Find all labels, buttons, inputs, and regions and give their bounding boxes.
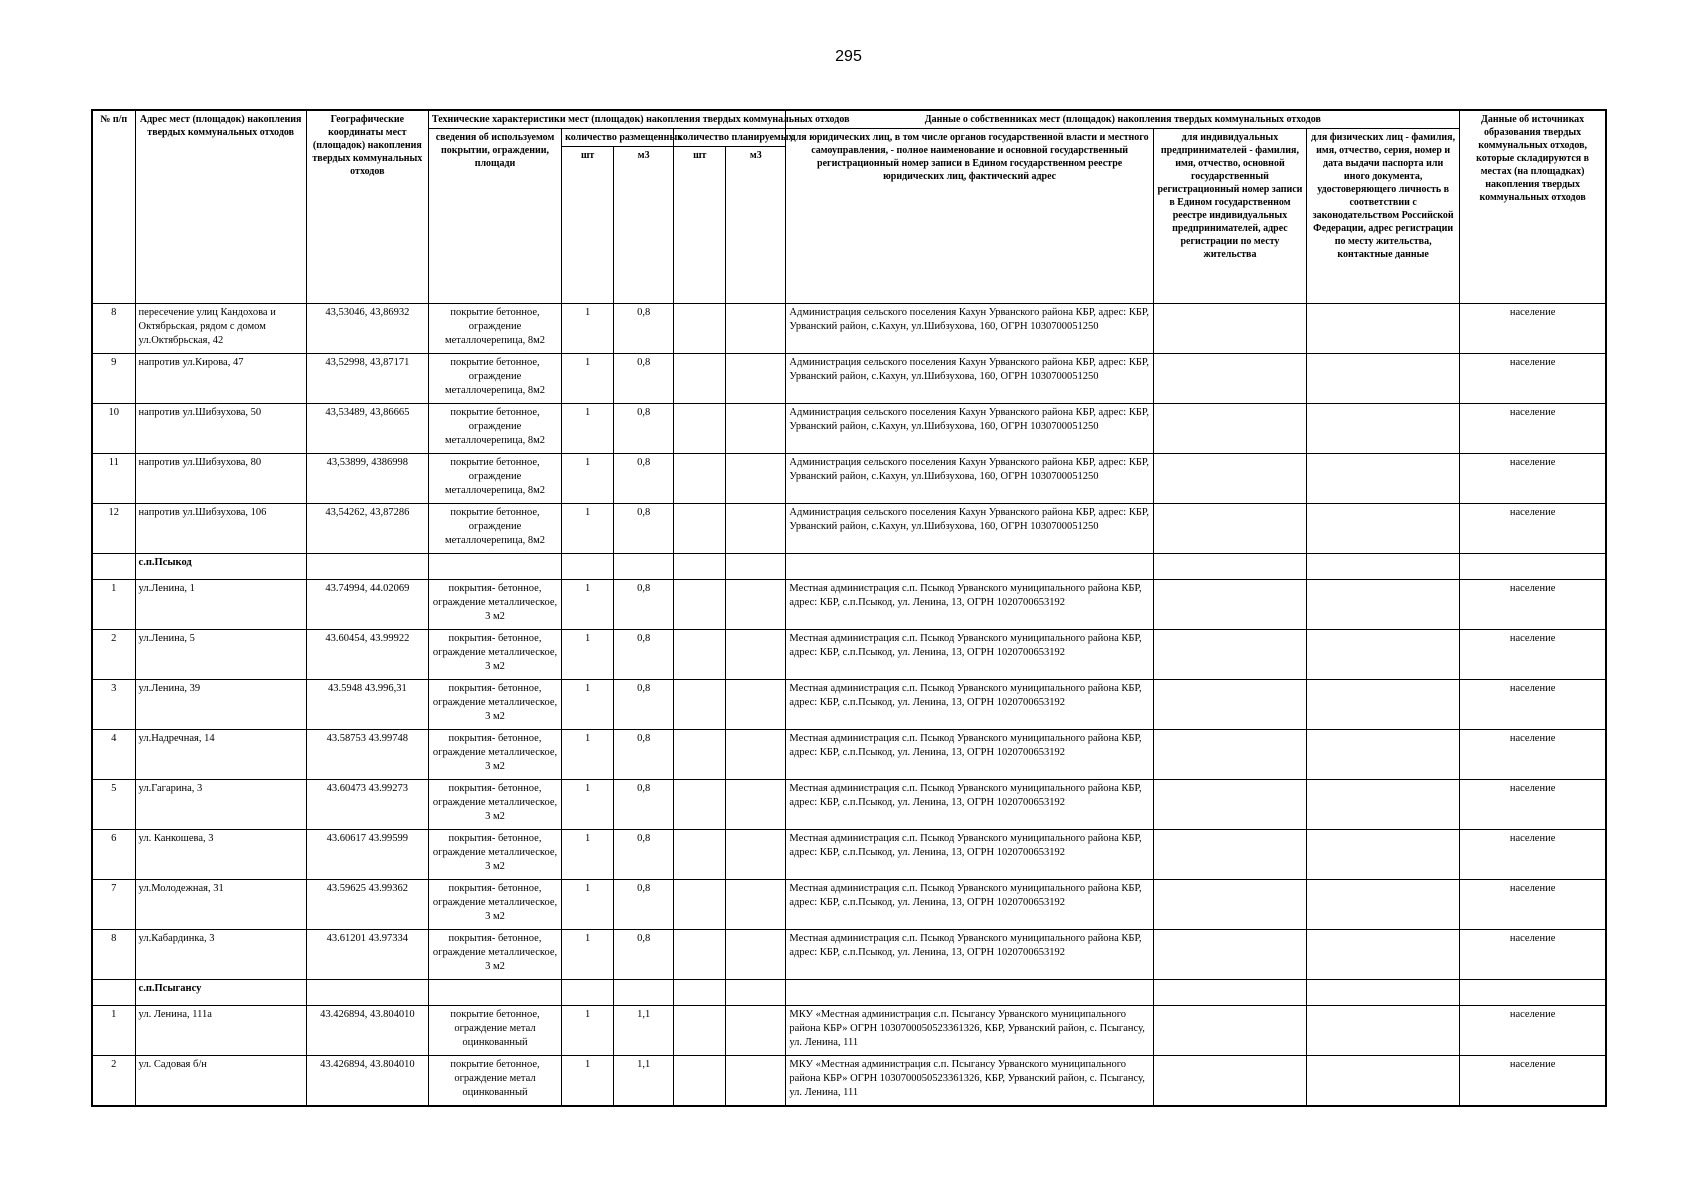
header-qty-placed: количество размещенных bbox=[562, 129, 674, 147]
cell-ie bbox=[1153, 304, 1306, 354]
header-legal: для юридических лиц, в том числе органов государственной власти и местного самоуправления, - полное наименование и основной государственный регистрационный номер записи в Едином государственном реестре юридических лиц, фактический адрес bbox=[786, 129, 1153, 304]
cell-pcs: 1 bbox=[562, 1006, 614, 1056]
cell-individual bbox=[1307, 454, 1460, 504]
cell-num: 9 bbox=[92, 354, 135, 404]
header-owners: Данные о собственниках мест (площадок) накопления твердых коммунальных отходов bbox=[786, 110, 1460, 129]
cell-coords: 43.60617 43.99599 bbox=[306, 830, 428, 880]
cell-address: ул.Ленина, 5 bbox=[135, 630, 306, 680]
header-ie: для индивидуальных предпринимателей - фамилия, имя, отчество, основной государственный регистрационный номер записи в Едином государственном реестре индивидуальных предпринимателей, адрес регистрации по месту жительства bbox=[1153, 129, 1306, 304]
cell-individual bbox=[1307, 354, 1460, 404]
cell-surface: покрытия- бетонное, ограждение металлическое, 3 м2 bbox=[428, 580, 561, 630]
cell-address: напротив ул.Кирова, 47 bbox=[135, 354, 306, 404]
cell-num: 5 bbox=[92, 780, 135, 830]
section-row bbox=[92, 554, 1606, 580]
cell-individual bbox=[1307, 830, 1460, 880]
cell-address: ул. Ленина, 111а bbox=[135, 1006, 306, 1056]
cell-m3: 1,1 bbox=[614, 1056, 674, 1107]
table-row bbox=[92, 1006, 1606, 1056]
cell-ie bbox=[1153, 730, 1306, 780]
section-row bbox=[92, 980, 1606, 1006]
cell-coords: 43,53489, 43,86665 bbox=[306, 404, 428, 454]
cell-coords: 43,53046, 43,86932 bbox=[306, 304, 428, 354]
cell-source: население bbox=[1460, 730, 1606, 780]
cell-ie bbox=[1153, 930, 1306, 980]
cell-individual bbox=[1307, 630, 1460, 680]
cell-address: ул. Канкошева, 3 bbox=[135, 830, 306, 880]
cell-surface: покрытие бетонное, ограждение металлочерепица, 8м2 bbox=[428, 404, 561, 454]
cell-coords: 43.426894, 43.804010 bbox=[306, 1006, 428, 1056]
cell-coords: 43.426894, 43.804010 bbox=[306, 1056, 428, 1107]
cell-m3: 0,8 bbox=[614, 730, 674, 780]
cell-individual bbox=[1307, 730, 1460, 780]
cell-planned-m3 bbox=[726, 630, 786, 680]
cell-coords: 43.60473 43.99273 bbox=[306, 780, 428, 830]
cell-planned-m3 bbox=[726, 1006, 786, 1056]
header-m3: м3 bbox=[614, 147, 674, 304]
cell-num: 7 bbox=[92, 880, 135, 930]
header-individual: для физических лиц - фамилия, имя, отчество, серия, номер и дата выдачи паспорта или иного документа, удостоверяющего личность в соответствии с законодательством Российской Федерации, адрес регистрации по месту жительства, контактные данные bbox=[1307, 129, 1460, 304]
cell-individual bbox=[1307, 1006, 1460, 1056]
cell-planned-pcs bbox=[674, 454, 726, 504]
table-row bbox=[92, 880, 1606, 930]
header-pcs: шт bbox=[562, 147, 614, 304]
cell-coords: 43.74994, 44.02069 bbox=[306, 580, 428, 630]
cell-ie bbox=[1153, 780, 1306, 830]
cell-num: 2 bbox=[92, 1056, 135, 1107]
cell-pcs: 1 bbox=[562, 780, 614, 830]
table-row bbox=[92, 680, 1606, 730]
cell-num: 3 bbox=[92, 680, 135, 730]
cell-ie bbox=[1153, 454, 1306, 504]
header-tech: Технические характеристики мест (площадок) накопления твердых коммунальных отходов bbox=[428, 110, 785, 129]
table-row bbox=[92, 1056, 1606, 1107]
cell-coords: 43.60454, 43.99922 bbox=[306, 630, 428, 680]
cell-owner: Местная администрация с.п. Псыкод Урванского муниципального района КБР, адрес: КБР, с.п.Псыкод, ул. Ленина, 13, ОГРН 1020700653192 bbox=[786, 830, 1153, 880]
cell-planned-m3 bbox=[726, 1056, 786, 1107]
cell-planned-m3 bbox=[726, 404, 786, 454]
cell-pcs: 1 bbox=[562, 404, 614, 454]
cell-m3: 0,8 bbox=[614, 930, 674, 980]
cell-ie bbox=[1153, 1006, 1306, 1056]
cell-ie bbox=[1153, 880, 1306, 930]
cell-num: 4 bbox=[92, 730, 135, 780]
table-header bbox=[92, 110, 1606, 304]
table-row bbox=[92, 630, 1606, 680]
cell-planned-m3 bbox=[726, 780, 786, 830]
cell-m3: 1,1 bbox=[614, 1006, 674, 1056]
header-qty-planned: количество планируемых bbox=[674, 129, 786, 147]
cell-owner: Местная администрация с.п. Псыкод Урванского муниципального района КБР, адрес: КБР, с.п.Псыкод, ул. Ленина, 13, ОГРН 1020700653192 bbox=[786, 630, 1153, 680]
cell-planned-pcs bbox=[674, 354, 726, 404]
waste-sites-table bbox=[91, 109, 1607, 1107]
cell-pcs: 1 bbox=[562, 630, 614, 680]
cell-planned-m3 bbox=[726, 930, 786, 980]
cell-planned-pcs bbox=[674, 730, 726, 780]
cell-m3: 0,8 bbox=[614, 830, 674, 880]
cell-ie bbox=[1153, 504, 1306, 554]
cell-planned-m3 bbox=[726, 304, 786, 354]
header-m3: м3 bbox=[726, 147, 786, 304]
cell-owner: Местная администрация с.п. Псыкод Урванского муниципального района КБР, адрес: КБР, с.п.Псыкод, ул. Ленина, 13, ОГРН 1020700653192 bbox=[786, 680, 1153, 730]
cell-owner: Местная администрация с.п. Псыкод Урванского муниципального района КБР, адрес: КБР, с.п.Псыкод, ул. Ленина, 13, ОГРН 1020700653192 bbox=[786, 730, 1153, 780]
section-title: с.п.Псыкод bbox=[135, 554, 306, 580]
cell-surface: покрытие бетонное, ограждение метал оцинкованный bbox=[428, 1006, 561, 1056]
cell-planned-pcs bbox=[674, 930, 726, 980]
table-row bbox=[92, 830, 1606, 880]
cell-pcs: 1 bbox=[562, 880, 614, 930]
cell-coords: 43.58753 43.99748 bbox=[306, 730, 428, 780]
cell-surface: покрытия- бетонное, ограждение металлическое, 3 м2 bbox=[428, 930, 561, 980]
cell-source: население bbox=[1460, 304, 1606, 354]
cell-address: напротив ул.Шибзухова, 50 bbox=[135, 404, 306, 454]
cell-num: 1 bbox=[92, 1006, 135, 1056]
cell-source: население bbox=[1460, 830, 1606, 880]
section-title: с.п.Псыгансу bbox=[135, 980, 306, 1006]
cell-source: население bbox=[1460, 504, 1606, 554]
cell-m3: 0,8 bbox=[614, 780, 674, 830]
table-row bbox=[92, 404, 1606, 454]
cell-address: ул.Молодежная, 31 bbox=[135, 880, 306, 930]
cell-num: 2 bbox=[92, 630, 135, 680]
cell-individual bbox=[1307, 580, 1460, 630]
cell-surface: покрытия- бетонное, ограждение металлическое, 3 м2 bbox=[428, 880, 561, 930]
cell-planned-pcs bbox=[674, 304, 726, 354]
table-body bbox=[92, 304, 1606, 1107]
cell-owner: Местная администрация с.п. Псыкод Урванского муниципального района КБР, адрес: КБР, с.п.Псыкод, ул. Ленина, 13, ОГРН 1020700653192 bbox=[786, 880, 1153, 930]
table-row bbox=[92, 930, 1606, 980]
cell-source: население bbox=[1460, 354, 1606, 404]
cell-surface: покрытие бетонное, ограждение метал оцинкованный bbox=[428, 1056, 561, 1107]
cell-pcs: 1 bbox=[562, 1056, 614, 1107]
cell-num: 12 bbox=[92, 504, 135, 554]
cell-ie bbox=[1153, 680, 1306, 730]
cell-planned-pcs bbox=[674, 780, 726, 830]
cell-individual bbox=[1307, 680, 1460, 730]
header-surface: сведения об используемом покрытии, ограждении, площади bbox=[428, 129, 561, 304]
cell-planned-m3 bbox=[726, 354, 786, 404]
header-num: № п/п bbox=[92, 110, 135, 304]
cell-pcs: 1 bbox=[562, 304, 614, 354]
cell-m3: 0,8 bbox=[614, 630, 674, 680]
cell-planned-pcs bbox=[674, 580, 726, 630]
cell-source: население bbox=[1460, 680, 1606, 730]
cell-pcs: 1 bbox=[562, 354, 614, 404]
cell-surface: покрытие бетонное, ограждение металлочерепица, 8м2 bbox=[428, 504, 561, 554]
cell-surface: покрытие бетонное, ограждение металлочерепица, 8м2 bbox=[428, 304, 561, 354]
table-row bbox=[92, 454, 1606, 504]
cell-planned-m3 bbox=[726, 730, 786, 780]
cell-m3: 0,8 bbox=[614, 454, 674, 504]
cell-num: 10 bbox=[92, 404, 135, 454]
cell-source: население bbox=[1460, 580, 1606, 630]
cell-owner: Администрация сельского поселения Кахун Урванского района КБР, адрес: КБР, Урванский район, с.Кахун, ул.Шибзухова, 160, ОГРН 1030700051250 bbox=[786, 504, 1153, 554]
cell-surface: покрытие бетонное, ограждение металлочерепица, 8м2 bbox=[428, 454, 561, 504]
cell-planned-m3 bbox=[726, 880, 786, 930]
cell-planned-pcs bbox=[674, 880, 726, 930]
cell-surface: покрытия- бетонное, ограждение металлическое, 3 м2 bbox=[428, 680, 561, 730]
header-sources: Данные об источниках образования твердых коммунальных отходов, которые складируются в местах (на площадках) накопления твердых коммунальных отходов bbox=[1460, 110, 1606, 304]
cell-address: ул. Садовая б/н bbox=[135, 1056, 306, 1107]
cell-individual bbox=[1307, 880, 1460, 930]
cell-address: пересечение улиц Кандохова и Октябрьская, рядом с домом ул.Октябрьская, 42 bbox=[135, 304, 306, 354]
cell-ie bbox=[1153, 404, 1306, 454]
cell-surface: покрытия- бетонное, ограждение металлическое, 3 м2 bbox=[428, 830, 561, 880]
cell-source: население bbox=[1460, 404, 1606, 454]
cell-address: ул.Гагарина, 3 bbox=[135, 780, 306, 830]
cell-m3: 0,8 bbox=[614, 880, 674, 930]
cell-owner: МКУ «Местная администрация с.п. Псыгансу Урванского муниципального района КБР» ОГРН 1030700050523361326, КБР, Урванский район, с. Псыгансу, ул. Ленина, 111 bbox=[786, 1006, 1153, 1056]
cell-planned-m3 bbox=[726, 830, 786, 880]
cell-num: 8 bbox=[92, 304, 135, 354]
cell-owner: Администрация сельского поселения Кахун Урванского района КБР, адрес: КБР, Урванский район, с.Кахун, ул.Шибзухова, 160, ОГРН 1030700051250 bbox=[786, 304, 1153, 354]
cell-pcs: 1 bbox=[562, 930, 614, 980]
cell-planned-pcs bbox=[674, 504, 726, 554]
cell-owner: Администрация сельского поселения Кахун Урванского района КБР, адрес: КБР, Урванский район, с.Кахун, ул.Шибзухова, 160, ОГРН 1030700051250 bbox=[786, 454, 1153, 504]
cell-address: напротив ул.Шибзухова, 80 bbox=[135, 454, 306, 504]
cell-surface: покрытия- бетонное, ограждение металлическое, 3 м2 bbox=[428, 780, 561, 830]
cell-m3: 0,8 bbox=[614, 504, 674, 554]
cell-source: население bbox=[1460, 1056, 1606, 1107]
cell-m3: 0,8 bbox=[614, 304, 674, 354]
cell-ie bbox=[1153, 630, 1306, 680]
cell-pcs: 1 bbox=[562, 730, 614, 780]
cell-individual bbox=[1307, 304, 1460, 354]
cell-address: ул.Кабардинка, 3 bbox=[135, 930, 306, 980]
page-number: 295 bbox=[835, 48, 862, 65]
cell-m3: 0,8 bbox=[614, 354, 674, 404]
cell-owner: Администрация сельского поселения Кахун Урванского района КБР, адрес: КБР, Урванский район, с.Кахун, ул.Шибзухова, 160, ОГРН 1030700051250 bbox=[786, 404, 1153, 454]
cell-planned-m3 bbox=[726, 680, 786, 730]
cell-num: 6 bbox=[92, 830, 135, 880]
cell-ie bbox=[1153, 354, 1306, 404]
cell-source: население bbox=[1460, 880, 1606, 930]
cell-num: 11 bbox=[92, 454, 135, 504]
cell-planned-pcs bbox=[674, 404, 726, 454]
cell-coords: 43.61201 43.97334 bbox=[306, 930, 428, 980]
cell-m3: 0,8 bbox=[614, 404, 674, 454]
cell-planned-pcs bbox=[674, 1006, 726, 1056]
cell-owner: МКУ «Местная администрация с.п. Псыгансу Урванского муниципального района КБР» ОГРН 1030700050523361326, КБР, Урванский район, с. Псыгансу, ул. Ленина, 111 bbox=[786, 1056, 1153, 1107]
cell-ie bbox=[1153, 830, 1306, 880]
table-row bbox=[92, 580, 1606, 630]
section-num-cell bbox=[92, 554, 135, 580]
cell-pcs: 1 bbox=[562, 680, 614, 730]
cell-ie bbox=[1153, 580, 1306, 630]
cell-individual bbox=[1307, 404, 1460, 454]
cell-pcs: 1 bbox=[562, 454, 614, 504]
table-row bbox=[92, 780, 1606, 830]
cell-address: ул.Ленина, 39 bbox=[135, 680, 306, 730]
cell-surface: покрытие бетонное, ограждение металлочерепица, 8м2 bbox=[428, 354, 561, 404]
cell-pcs: 1 bbox=[562, 504, 614, 554]
header-coords: Географические координаты мест (площадок) накопления твердых коммунальных отходов bbox=[306, 110, 428, 304]
cell-pcs: 1 bbox=[562, 580, 614, 630]
cell-surface: покрытия- бетонное, ограждение металлическое, 3 м2 bbox=[428, 730, 561, 780]
cell-source: население bbox=[1460, 780, 1606, 830]
cell-owner: Местная администрация с.п. Псыкод Урванского муниципального района КБР, адрес: КБР, с.п.Псыкод, ул. Ленина, 13, ОГРН 1020700653192 bbox=[786, 930, 1153, 980]
cell-coords: 43.5948 43.996,31 bbox=[306, 680, 428, 730]
cell-surface: покрытия- бетонное, ограждение металлическое, 3 м2 bbox=[428, 630, 561, 680]
cell-coords: 43,53899, 4386998 bbox=[306, 454, 428, 504]
section-num-cell bbox=[92, 980, 135, 1006]
cell-coords: 43,52998, 43,87171 bbox=[306, 354, 428, 404]
cell-address: ул.Надречная, 14 bbox=[135, 730, 306, 780]
cell-source: население bbox=[1460, 454, 1606, 504]
cell-planned-pcs bbox=[674, 630, 726, 680]
cell-m3: 0,8 bbox=[614, 580, 674, 630]
cell-planned-m3 bbox=[726, 454, 786, 504]
header-address: Адрес мест (площадок) накопления твердых коммунальных отходов bbox=[135, 110, 306, 304]
cell-ie bbox=[1153, 1056, 1306, 1107]
cell-individual bbox=[1307, 1056, 1460, 1107]
table-row bbox=[92, 304, 1606, 354]
cell-planned-pcs bbox=[674, 1056, 726, 1107]
cell-individual bbox=[1307, 780, 1460, 830]
cell-individual bbox=[1307, 504, 1460, 554]
cell-m3: 0,8 bbox=[614, 680, 674, 730]
cell-source: население bbox=[1460, 1006, 1606, 1056]
cell-owner: Местная администрация с.п. Псыкод Урванского муниципального района КБР, адрес: КБР, с.п.Псыкод, ул. Ленина, 13, ОГРН 1020700653192 bbox=[786, 780, 1153, 830]
cell-coords: 43,54262, 43,87286 bbox=[306, 504, 428, 554]
cell-planned-m3 bbox=[726, 580, 786, 630]
cell-individual bbox=[1307, 930, 1460, 980]
table-row bbox=[92, 730, 1606, 780]
header-pcs: шт bbox=[674, 147, 726, 304]
cell-planned-pcs bbox=[674, 830, 726, 880]
cell-planned-pcs bbox=[674, 680, 726, 730]
cell-coords: 43.59625 43.99362 bbox=[306, 880, 428, 930]
cell-pcs: 1 bbox=[562, 830, 614, 880]
table-row bbox=[92, 354, 1606, 404]
cell-address: ул.Ленина, 1 bbox=[135, 580, 306, 630]
cell-planned-m3 bbox=[726, 504, 786, 554]
cell-num: 8 bbox=[92, 930, 135, 980]
table-row bbox=[92, 504, 1606, 554]
cell-owner: Местная администрация с.п. Псыкод Урванского муниципального района КБР, адрес: КБР, с.п.Псыкод, ул. Ленина, 13, ОГРН 1020700653192 bbox=[786, 580, 1153, 630]
cell-source: население bbox=[1460, 630, 1606, 680]
cell-owner: Администрация сельского поселения Кахун Урванского района КБР, адрес: КБР, Урванский район, с.Кахун, ул.Шибзухова, 160, ОГРН 1030700051250 bbox=[786, 354, 1153, 404]
cell-num: 1 bbox=[92, 580, 135, 630]
cell-address: напротив ул.Шибзухова, 106 bbox=[135, 504, 306, 554]
cell-source: население bbox=[1460, 930, 1606, 980]
